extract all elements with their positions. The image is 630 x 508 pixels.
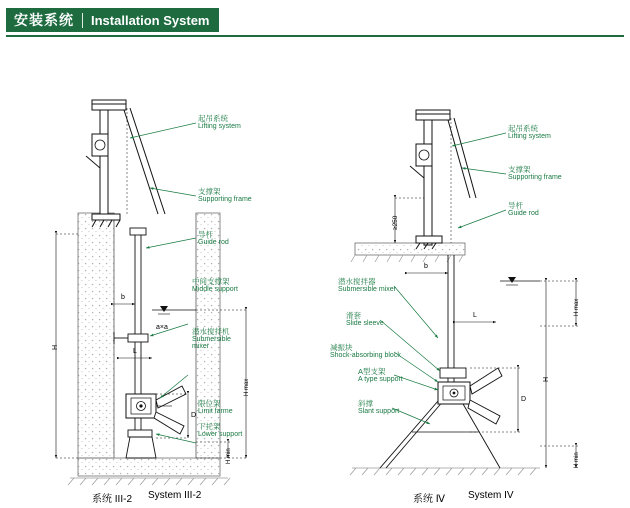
label-a-type-support-right: A型支架 A type support (358, 367, 403, 384)
lifting-crane-right (410, 110, 476, 249)
dim-hmax-right: H max (574, 298, 580, 316)
water-level-left (152, 306, 196, 314)
caption-left-en: System III-2 (148, 490, 202, 501)
label-limit-frame-left: 限位架 Limit farme (198, 399, 233, 416)
dim-L-left: L (133, 348, 137, 355)
caption-right-en: System IV (468, 490, 514, 501)
label-slide-sleeve-right: 滑套 Slide sleeve (346, 311, 384, 328)
lifting-crane-left (86, 100, 165, 227)
label-lifting-system-left: 起吊系统 Lifting system (198, 114, 241, 131)
caption-left-cn: 系统 III-2 (92, 494, 133, 505)
guide-rod-right (448, 255, 454, 386)
label-submersible-mixer-left: 潜水搅拌机 Submersible mixer (192, 327, 231, 351)
label-lifting-system-right: 起吊系统 Lifting system (508, 124, 551, 141)
label-slant-support-right: 斜撑 Slant support (358, 399, 400, 416)
technical-drawing-svg (0, 38, 630, 508)
dim-250-right: ≥250 (392, 215, 399, 230)
dimension-H-left (56, 234, 78, 458)
drawing-area (0, 38, 630, 508)
label-guide-rod-right: 导杆 Guide rod (508, 201, 539, 218)
label-middle-support-left: 中间支撑架 Middle support (192, 277, 238, 294)
dim-hmin-left: H min (226, 448, 232, 464)
label-guide-rod-left: 导杆 Guide rod (198, 230, 229, 247)
label-submersible-mixer-right: 潜水搅拌器 Submersible mixer (338, 277, 396, 294)
header-title-bar (6, 8, 219, 32)
dim-D-left: D (191, 412, 197, 419)
header-title-cn: 安装系统 (14, 12, 74, 28)
header-rule (6, 35, 624, 37)
dim-H-right: H (543, 376, 550, 382)
label-lower-support-left: 下托架 Lower support (198, 422, 243, 439)
dim-b-left: b (121, 294, 125, 301)
page-header (0, 8, 630, 38)
label-supporting-frame-right: 支撑架 Supporting frame (508, 165, 562, 182)
dim-L-right: L (473, 312, 477, 319)
label-shock-absorbing-block-right: 减振块 Shock-absorbing block (330, 343, 401, 360)
header-divider (82, 13, 83, 28)
caption-right-cn: 系统 Ⅳ (413, 494, 446, 505)
label-supporting-frame-left: 支撑架 Supporting frame (198, 187, 252, 204)
dim-hmax-left: H max (244, 378, 250, 396)
dim-axa-left: a×a (156, 324, 168, 331)
dim-b-right: b (424, 263, 428, 270)
water-level-right (500, 277, 540, 285)
dim-hmin-right: H min (574, 452, 580, 468)
ground-hatch-left (68, 478, 230, 485)
ground-hatch-right (350, 468, 540, 475)
dim-H-left: H (52, 344, 59, 350)
middle-support-left (114, 332, 148, 344)
dim-D-right: D (521, 396, 527, 403)
header-title-en: Installation System (91, 12, 210, 28)
